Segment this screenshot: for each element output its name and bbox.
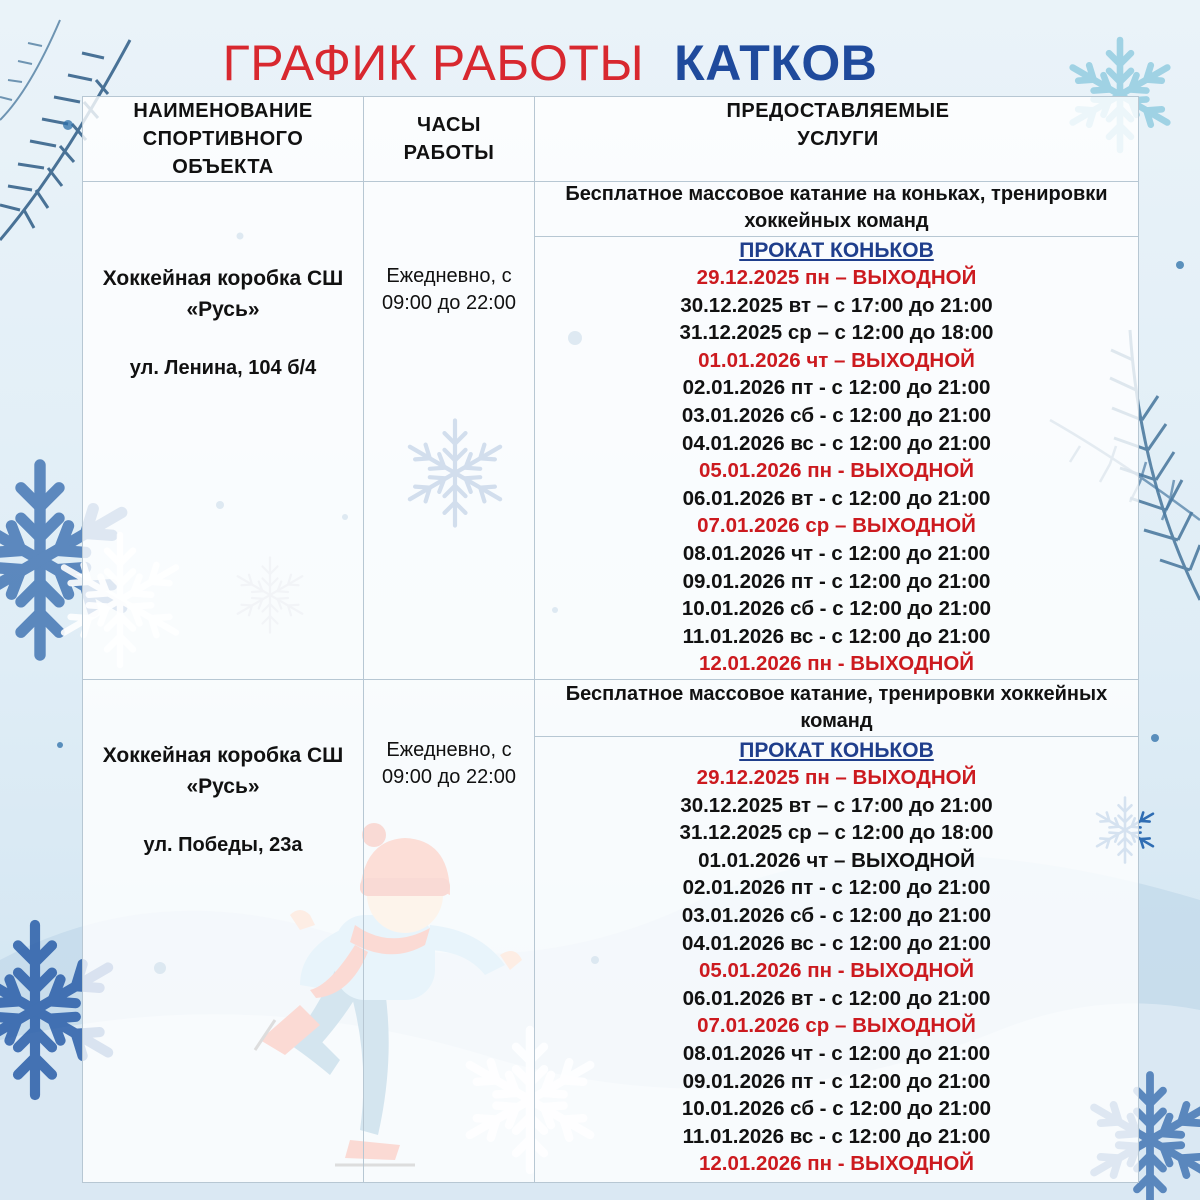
schedule-line: 04.01.2026 вс - с 12:00 до 21:00 (682, 931, 991, 955)
schedule-line: 08.01.2026 чт - с 12:00 до 21:00 (682, 1041, 991, 1065)
rink-1-name: Хоккейная коробка СШ «Русь» ул. Ленина, 104 б/4 (83, 263, 363, 384)
schedule-line: 07.01.2026 ср – ВЫХОДНОЙ (697, 514, 976, 538)
title-part-blue: КАТКОВ (674, 35, 878, 91)
header-hours: ЧАСЫ РАБОТЫ (403, 114, 495, 164)
title-part-red: ГРАФИК РАБОТЫ (222, 35, 645, 91)
schedule-line: 30.12.2025 вт – с 17:00 до 21:00 (680, 793, 993, 817)
rink-2-hours: Ежедневно, с 09:00 до 22:00 (381, 739, 516, 788)
rink-1-rental (535, 238, 1138, 678)
rink-2-rental (535, 738, 1138, 1178)
schedule-table (82, 96, 1139, 1183)
schedule-line: 11.01.2026 вс - с 12:00 до 21:00 (682, 1124, 991, 1148)
schedule-line: 29.12.2025 пн – ВЫХОДНОЙ (696, 266, 977, 289)
schedule-line: 29.12.2025 пн – ВЫХОДНОЙ (696, 766, 977, 789)
rink-1-address: ул. Ленина, 104 б/4 (129, 357, 317, 379)
schedule-line: 09.01.2026 пт - с 12:00 до 21:00 (682, 569, 991, 593)
schedule-line: 31.12.2025 ср – с 12:00 до 18:00 (679, 821, 994, 845)
rink-2-services: Бесплатное массовое катание, тренировки хоккейных команд (565, 683, 1108, 732)
schedule-line: 08.01.2026 чт - с 12:00 до 21:00 (682, 541, 991, 565)
schedule-line: 01.01.2026 чт – ВЫХОДНОЙ (698, 848, 975, 872)
row-divider (535, 736, 1138, 737)
row-divider (83, 679, 1138, 680)
schedule-line: 31.12.2025 ср – с 12:00 до 18:00 (679, 321, 994, 345)
schedule-line: 07.01.2026 ср – ВЫХОДНОЙ (697, 1014, 976, 1038)
schedule-line: 03.01.2026 сб - с 12:00 до 21:00 (681, 403, 992, 427)
header-services: ПРЕДОСТАВЛЯЕМЫЕ УСЛУГИ (726, 100, 950, 150)
rink-1-hours: Ежедневно, с 09:00 до 22:00 (381, 265, 516, 314)
row-divider (535, 236, 1138, 237)
schedule-line: 10.01.2026 сб - с 12:00 до 21:00 (681, 597, 992, 621)
schedule-line: 05.01.2026 пн - ВЫХОДНОЙ (698, 959, 975, 983)
schedule-line: 02.01.2026 пт - с 12:00 до 21:00 (682, 876, 991, 900)
rink-2-rental-title: ПРОКАТ КОНЬКОВ (739, 739, 934, 762)
schedule-line: 06.01.2026 вт - с 12:00 до 21:00 (682, 986, 991, 1010)
rink-2-address: ул. Победы, 23а (143, 834, 303, 856)
rink-1-services: Бесплатное массовое катание на коньках, тренировки хоккейных команд (565, 183, 1108, 232)
schedule-line: 10.01.2026 сб - с 12:00 до 21:00 (681, 1097, 992, 1121)
rink-1-schedule (535, 264, 1138, 678)
schedule-line: 09.01.2026 пт - с 12:00 до 21:00 (682, 1069, 991, 1093)
rink-1-rental-title: ПРОКАТ КОНЬКОВ (739, 239, 934, 262)
schedule-line: 01.01.2026 чт – ВЫХОДНОЙ (698, 348, 975, 372)
column-divider (363, 97, 364, 1182)
schedule-line: 12.01.2026 пн - ВЫХОДНОЙ (698, 652, 975, 676)
schedule-line: 03.01.2026 сб - с 12:00 до 21:00 (681, 903, 992, 927)
schedule-line: 12.01.2026 пн - ВЫХОДНОЙ (698, 1152, 975, 1176)
schedule-line: 30.12.2025 вт – с 17:00 до 21:00 (680, 293, 993, 317)
schedule-line: 11.01.2026 вс - с 12:00 до 21:00 (682, 624, 991, 648)
schedule-line: 04.01.2026 вс - с 12:00 до 21:00 (682, 431, 991, 455)
rink-2-schedule (535, 764, 1138, 1178)
rink-2-name: Хоккейная коробка СШ «Русь» ул. Победы, 23а (83, 740, 363, 861)
schedule-line: 05.01.2026 пн - ВЫХОДНОЙ (698, 459, 975, 483)
schedule-line: 06.01.2026 вт - с 12:00 до 21:00 (682, 486, 991, 510)
header-name: НАИМЕНОВАНИЕ СПОРТИВНОГО ОБЪЕКТА (133, 100, 313, 178)
page-title (0, 34, 1100, 92)
schedule-line: 02.01.2026 пт - с 12:00 до 21:00 (682, 376, 991, 400)
